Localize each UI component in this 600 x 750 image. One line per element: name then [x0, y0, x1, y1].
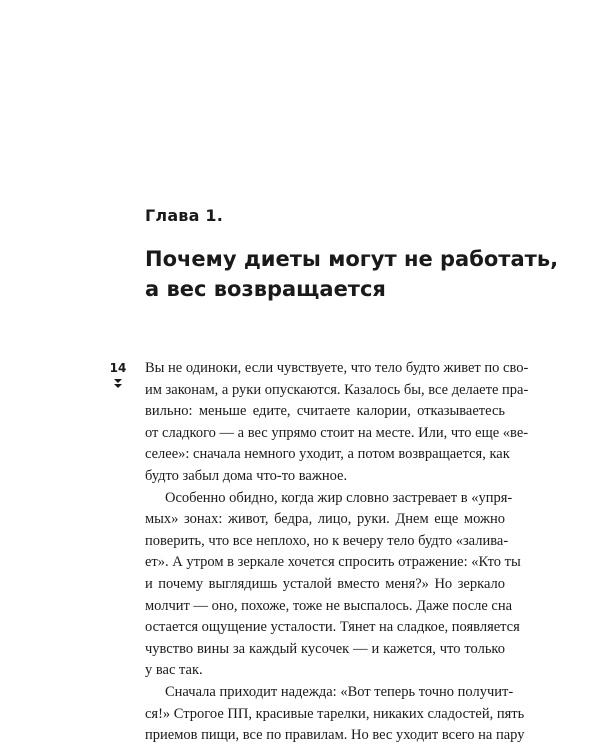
- text-line: селее»: сначала немного уходит, а потом возвращается, как: [145, 446, 510, 463]
- text-line: мых» зонах: живот, бедра, лицо, руки. Днем еще можно: [145, 511, 505, 528]
- paragraph: [145, 488, 521, 682]
- text-line: ся!» Строгое ПП, красивые тарелки, никаких сладостей, пять: [145, 705, 525, 722]
- body-text: [145, 358, 529, 747]
- text-line: поверить, что все неплохо, но к вечеру тело будто «залива-: [145, 532, 509, 549]
- text-line: будто забыл дома что-то важное.: [145, 467, 348, 484]
- chapter-title: [145, 244, 559, 304]
- text-line: вильно: меньше едите, считаете калории, отказываетесь: [145, 403, 505, 420]
- text-line: и почему выглядишь усталой вместо меня?» Но зеркало: [145, 575, 505, 592]
- text-line: ет». А утром в зеркале хочется спросить отражение: «Кто ты: [145, 554, 521, 571]
- text-line: остается ощущение усталости. Тянет на сладкое, появляется: [145, 619, 520, 636]
- text-line: чувство вины за каждый кусочек — и кажется, что только: [145, 640, 505, 657]
- text-line: Особенно обидно, когда жир словно застревает в «упря-: [165, 489, 513, 506]
- text-line: Вы не одиноки, если чувствуете, что тело будто живет по сво-: [145, 360, 529, 376]
- text-line: от сладкого — а вес упрямо стоит на месте. Или, что еще «ве-: [145, 424, 529, 441]
- text-line: у вас так.: [145, 662, 203, 679]
- chapter-label: Глава 1.: [145, 206, 224, 225]
- paragraph: [145, 682, 525, 747]
- text-line: Сначала приходит надежда: «Вот теперь точно получит-: [165, 683, 514, 700]
- text-line: молчит — оно, похоже, тоже не выспалось. Даже после сна: [145, 597, 513, 614]
- paragraph: [145, 358, 529, 488]
- text-line: им законам, а руки опускаются. Казалось бы, все делаете пра-: [145, 381, 529, 398]
- chapter-title-line: а вес возвращается: [145, 277, 386, 301]
- text-line: приемов пищи, все по правилам. Но вес уходит всего на пару: [145, 727, 525, 744]
- page-number: 14: [109, 361, 127, 375]
- double-chevron-down-icon: [111, 377, 125, 391]
- chapter-title-line: Почему диеты могут не работать,: [145, 247, 559, 271]
